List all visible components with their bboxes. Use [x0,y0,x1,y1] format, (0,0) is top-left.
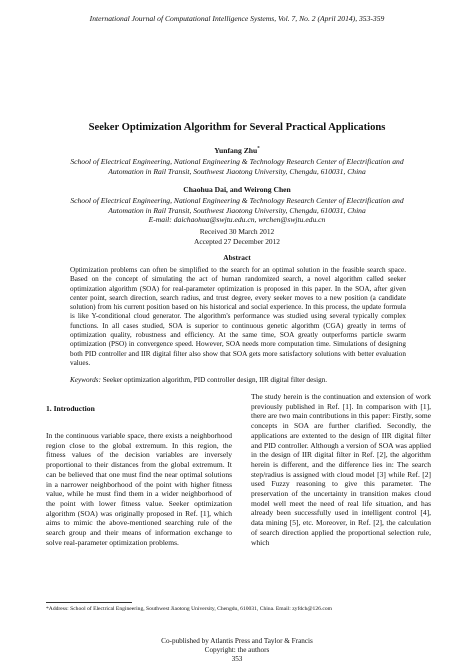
left-column-text: In the continuous variable space, there exists a neighborhood region close to the global extremum. In this region, the fitness values of the decision variables are inversely proportional to their distances from the global extremum. It can be believed that one must find the near optimal solutions in a narrower neighborhood of the point with higher fitness value, while he must find them in a wider neighborhood of the point with lower fitness value. Seeker optimization algorithm (SOA) was originally proposed in Ref. [1], which aims to mimic the above-mentioned searching rule of the search group and their means of information exchange to solve real-parameter optimization problems. [46,431,232,547]
paper-title: Seeker Optimization Algorithm for Several Practical Applications [88,122,386,133]
abstract-heading: Abstract [223,253,251,262]
affiliation-2-line: Automation in Rail Transit, Southwest Jiaotong University, Chengdu, 610031, China [108,205,366,215]
section-heading-introduction: 1. Introduction [46,404,95,413]
footer [0,637,474,664]
affiliation-2-line: School of Electrical Engineering, National Engineering & Technology Research Center of Electrification and [70,196,404,205]
accepted-date: Accepted 27 December 2012 [194,236,280,246]
running-head: International Journal of Computational Intelligence Systems, Vol. 7, No. 2 (April 2014), 353-359 [89,14,385,23]
dates [0,227,474,246]
right-column-text: The study herein is the continuation and extension of work previously published in Ref. [1]. In comparison with [1], there are two main contributions in this paper: Firstly, some concepts in SOA are further clarified. Secondly, the applications are extented to the design of IIR digital filter and PID controller. Although a version of SOA was applied in the design of IIR digital filter in Ref. [2], the algorithm herein is different, and the difference lies in: The search step/radius is assigned with cloud model [3] while Ref. [2] used Fuzzy reasoning to give this parameter. The preservation of the uncertainty in transition makes cloud model well meet the need of real life situation, and has already been successfully used in intelligent control [4], data mining [5], etc. Moreover, in Ref. [2], the calculation of search direction applied the proportional selection rule, which [251,392,431,547]
author-1 [0,146,474,155]
keywords-text: Seeker optimization algorithm, PID controller design, IIR digital filter design. [102,376,328,384]
footnote: *Address: School of Electrical Engineering, Southwest Jiaotong University, Chengdu, 610031, China. Email: zyfdch@126.com [46,606,332,612]
author-1-name: Yunfang Zhu [214,146,258,155]
page-number: 353 [231,655,243,663]
footer-copyright: Copyright: the authors [204,646,270,654]
footnote-divider [46,602,132,603]
affiliation-1 [40,157,434,176]
author-1-footnote-mark: * [257,146,260,152]
affiliation-2 [40,196,434,225]
affiliation-1-line: Automation in Rail Transit, Southwest Jiaotong University, Chengdu, 610031, China [108,166,366,176]
received-date: Received 30 March 2012 [199,227,275,236]
footer-publisher: Co-published by Atlantis Press and Taylor & Francis [161,637,313,645]
keywords [70,376,406,384]
abstract-text: Optimization problems can often be simplified to the search for an optimal solution in the feasible search space. Based on the concept of simulating the act of human randomized search, a novel algorithm called seeker optimization algorithm (SOA) for real-parameter optimization is proposed in this paper. In the SOA, after given center point, search direction, search radius, and trust degree, every seeker moves to a new position (a candidate solution) from his current position based on his historical and social experience. In this process, the update formula is like Y-conditional cloud generator. The algorithm's performance was studied using several typically complex functions. In all cases studied, SOA is superior to continuous genetic algorithm (CGA) greatly in terms of optimization quality, robustness and efficiency. At the same time, SOA greatly outperforms particle swarm optimization (PSO) in convergence speed. However, SOA needs more computation time. Simulations of designing both PID controller and IIR digital filter also show that SOA gets more satisfactory solutions with better evaluation values. [70,266,406,367]
affiliation-2-email: E-mail: daichaohua@swjtu.edu.cn, wrchen@swjtu.edu.cn [148,215,326,225]
author-2: Chaohua Dai, and Weirong Chen [183,185,291,194]
keywords-label: Keywords: [70,376,101,384]
affiliation-1-line: School of Electrical Engineering, National Engineering & Technology Research Center of Electrification and [70,157,404,166]
